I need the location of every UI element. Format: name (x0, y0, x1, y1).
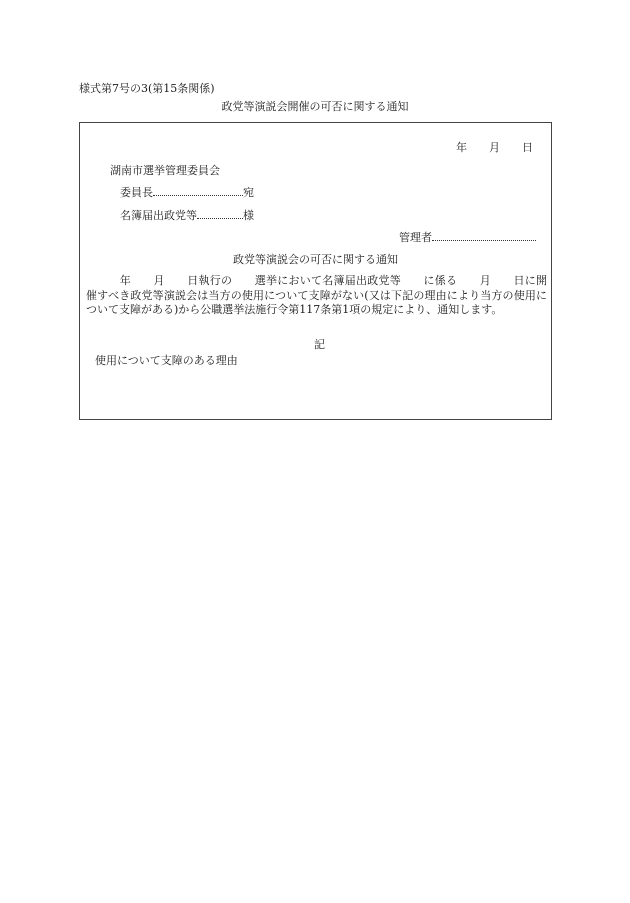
party-line (120, 207, 254, 223)
date-line (456, 139, 533, 155)
chair-label: 委員長 (120, 186, 153, 199)
date-month-label: 月 (489, 141, 500, 154)
date-year-label: 年 (456, 141, 467, 154)
date-day-label: 日 (522, 141, 533, 154)
manager-label: 管理者 (399, 231, 432, 244)
form-number: 様式第7号の3(第15条関係) (79, 82, 215, 95)
notice-body: 年 月 日執行の 選挙において名簿届出政党等 に係る 月 日に開催すべき政党等演説会は当方の使用について支障がない(又は下記の理由により当方の使用について支障がある)から公職選挙法施行令第117条第1項の規定により、通知します。 (86, 274, 547, 316)
ki-heading: 記 (314, 338, 325, 351)
notice-subtitle: 政党等演説会の可否に関する通知 (233, 253, 398, 266)
manager-name-blank (432, 231, 536, 241)
party-name-blank (197, 209, 243, 219)
notice-form-frame (79, 122, 552, 420)
party-label: 名簿届出政党等 (120, 209, 197, 222)
chair-line (120, 184, 254, 200)
chair-name-blank (153, 186, 243, 196)
document-title: 政党等演説会開催の可否に関する通知 (221, 100, 409, 113)
manager-line (399, 229, 536, 245)
party-suffix: 様 (243, 209, 254, 222)
committee-name: 湖南市選挙管理委員会 (110, 164, 220, 177)
chair-suffix: 宛 (243, 186, 254, 199)
reason-label: 使用について支障のある理由 (95, 354, 238, 367)
